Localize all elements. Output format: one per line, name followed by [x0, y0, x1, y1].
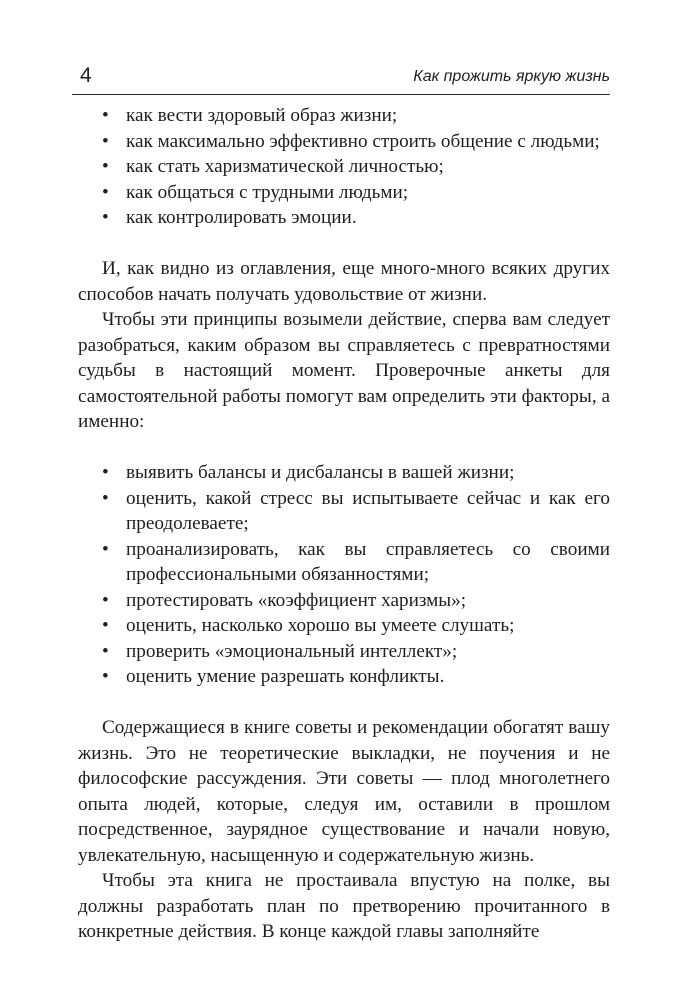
paragraph: Чтобы эта книга не простаивала впустую на полке, вы должны разработать план по претворению прочитанного в конкретные действия. В конце каждой главы заполняйте — [78, 870, 610, 942]
page-header — [72, 62, 610, 95]
topics-list — [102, 103, 610, 231]
bullet-icon: • — [102, 181, 109, 203]
list-item: • протестировать «коэффициент харизмы»; — [102, 588, 610, 614]
paragraph: И, как видно из оглавления, еще много-много всяких других способов начать получать удовольствие от жизни. — [78, 258, 610, 305]
bullet-icon: • — [102, 487, 109, 509]
spacer — [102, 231, 610, 257]
bullet-icon: • — [102, 666, 109, 687]
paragraph: Содержащиеся в книге советы и рекомендации обогатят вашу жизнь. Это не теоретические выкладки, не поучения и не философские рассуждения. Эти советы — плод многолетнего опыта людей, которые, следуя им, оставили в прошлом посредственное, заурядное существование и начали новую, увлекательную, насыщенную и содержательную жизнь. — [78, 717, 610, 866]
list-item: • проанализировать, как вы справляетесь со своими профессиональными обязанностями; — [102, 538, 610, 585]
list-item: • как вести здоровый образ жизни; — [102, 103, 610, 129]
list-item: • оценить умение разрешать конфликты. — [102, 664, 610, 690]
list-item: • оценить, насколько хорошо вы умеете слушать; — [102, 613, 610, 639]
list-item: • оценить, какой стресс вы испытываете сейчас и как его преодолеваете; — [102, 487, 610, 534]
page-body — [78, 103, 610, 945]
list-item: • проверить «эмоциональный интеллект»; — [102, 639, 610, 665]
spacer — [102, 435, 610, 461]
bullet-icon: • — [102, 589, 109, 611]
paragraph: Чтобы эти принципы возымели действие, сперва вам следует разобраться, каким образом вы справляетесь с превратностями судьбы в настоящий момент. Проверочные анкеты для самостоятельной работы помогут вам определить эти факторы, а именно: — [78, 309, 610, 432]
bullet-icon: • — [102, 105, 109, 126]
bullet-icon: • — [102, 462, 109, 483]
list-item: • как контролировать эмоции. — [102, 205, 610, 231]
bullet-icon: • — [102, 207, 109, 228]
spacer — [102, 690, 610, 716]
bullet-icon: • — [102, 615, 109, 636]
bullet-icon: • — [102, 130, 109, 152]
page-number: 4 — [80, 64, 92, 87]
bullet-icon: • — [102, 538, 109, 560]
list-item: • как стать харизматической личностью; — [102, 154, 610, 180]
bullet-icon: • — [102, 640, 109, 662]
tests-list — [102, 460, 610, 690]
list-item: • как максимально эффективно строить общение с людьми; — [102, 129, 610, 155]
bullet-icon: • — [102, 156, 109, 177]
list-item: • как общаться с трудными людьми; — [102, 180, 610, 206]
list-item: • выявить балансы и дисбалансы в вашей жизни; — [102, 460, 610, 486]
running-title: Как прожить яркую жизнь — [413, 68, 610, 85]
